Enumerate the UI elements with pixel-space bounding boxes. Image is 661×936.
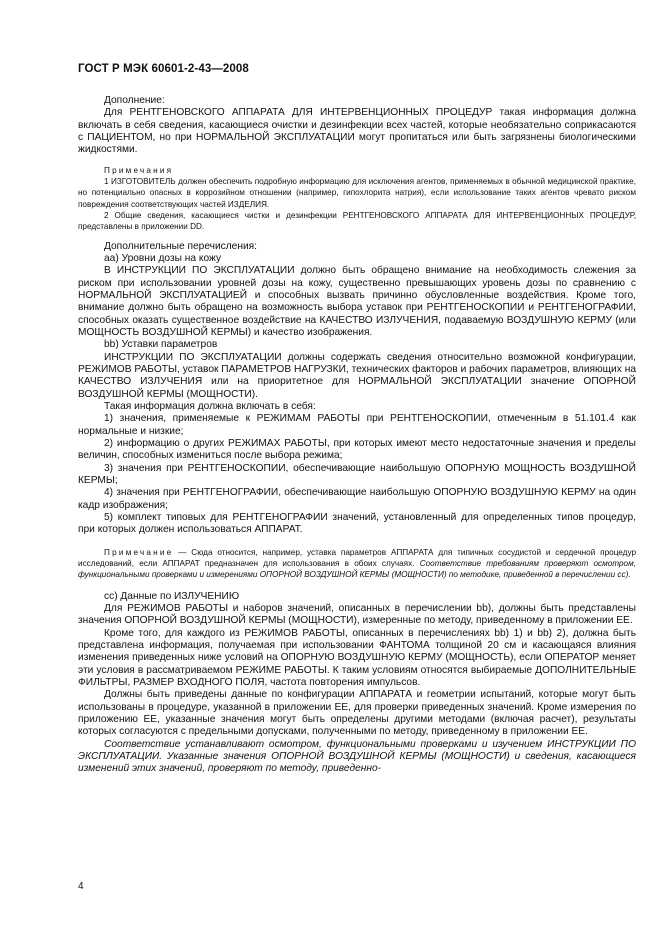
paragraph: Должны быть приведены данные по конфигурации АППАРАТА и геометрии испытаний, которые могут быть использованы в процедуре, указанной в приложении ЕЕ, для проверки приведенных значений. Кроме измерения по приложению ЕЕ, указанные значения могут быть определены другими методами (включая расчет), результаты которых согласуются с предельными допусками, полученными по методу, приведенному в приложении ЕЕ. [78,689,636,738]
paragraph: В ИНСТРУКЦИИ ПО ЭКСПЛУАТАЦИИ должно быть обращено внимание на необходимость слежения за риском при использовании уровней дозы на кожу, существенно превышающих уровень дозы по сравнению с НОРМАЛЬНОЙ ЭКСПЛУАТАЦИЕЙ и способных вызвать причинно обусловленные воздействия. Кроме того, внимание должно быть обращено на возможность выбора уставок при РЕНТГЕНОСКОПИИ и РЕНТГЕНОГРАФИИ, способных оказать существенное воздействие на КАЧЕСТВО ИЗЛУЧЕНИЯ, подаваемую ВОЗДУШНУЮ КЕРМУ (или МОЩНОСТЬ ВОЗДУШНОЙ КЕРМЫ) и качество изображения. [78,265,636,338]
note-block [78,547,636,581]
note-text: — Сюда относится, например, уставка параметров АППАРАТА для типичных сосудистой и сердечной процедур исследований, если АППАРАТ предназначен для использования в обоих случаях. [78,547,636,569]
paragraph: Дополнительные перечисления: [104,240,258,252]
list-item: 1) значения, применяемые к РЕЖИМАМ РАБОТЫ при РЕНТГЕНОСКОПИИ, отмеченным в 51.101.4 как нормальные и низкие; [78,413,636,437]
paragraph: Для РЕЖИМОВ РАБОТЫ и наборов значений, описанных в перечислении bb), должны быть представлены значения ОПОРНОЙ ВОЗДУШНОЙ КЕРМЫ (МОЩНОСТИ), измеренные по методу, приведенному в приложении ЕЕ. [78,602,636,627]
paragraph: Кроме того, для каждого из РЕЖИМОВ РАБОТЫ, описанных в перечислениях bb) 1) и bb) 2), должна быть представлена информация, получаемая при использовании ФАНТОМА толщиной 20 см и касающаяся влияния изменения приведенных ниже условий на ОПОРНУЮ ВОЗДУШНУЮ КЕРМУ (МОЩНОСТЬ), если ОПЕРАТОР меняет эти условия в рассматриваемом РЕЖИМЕ РАБОТЫ. К таким условиям относятся выбираемые ДОПОЛНИТЕЛЬНЫЕ ФИЛЬТРЫ, РАЗМЕР ВХОДНОГО ПОЛЯ, частота повторения импульсов. [78,627,636,689]
compliance-paragraph: Соответствие устанавливают осмотром, функциональными проверками и изучением ИНСТРУКЦИИ ПО ЭКСПЛУАТАЦИИ. Указанные значения ОПОРНОЙ ВОЗДУШНОЙ КЕРМЫ (МОЩНОСТИ) и сведения, касающиеся изменений этих значений, проверяют по методу, приведенно- [78,738,636,775]
paragraph: Такая информация должна включать в себя: [104,400,316,412]
page-number: 4 [78,881,84,892]
list-item: 3) значения при РЕНТГЕНОСКОПИИ, обеспечивающие наибольшую ОПОРНУЮ МОЩНОСТЬ ВОЗДУШНОЙ КЕРМЫ; [78,462,636,487]
list-item: 4) значения при РЕНТГЕНОГРАФИИ, обеспечивающие наибольшую ОПОРНУЮ ВОЗДУШНУЮ КЕРМУ на один кадр изображения; [78,487,636,511]
list-item: 2) информацию о других РЕЖИМАХ РАБОТЫ, при которых имеют место недостаточные значения и пределы величин, способных измениться после выбора режима; [78,438,636,462]
document-body [78,95,636,776]
paragraph: ИНСТРУКЦИИ ПО ЭКСПЛУАТАЦИИ должны содержать сведения относительно возможной конфигурации, РЕЖИМОВ РАБОТЫ, уставок ПАРАМЕТРОВ НАГРУЗКИ, технических факторов и рабочих параметров, влияющих на КАЧЕСТВО ИЗЛУЧЕНИЯ или на приоритетное для НОРМАЛЬНОЙ ЭКСПЛУАТАЦИИ значение ОПОРНОЙ ВОЗДУШНОЙ КЕРМЫ (МОЩНОСТИ). [78,351,636,400]
paragraph: Для РЕНТГЕНОВСКОГО АППАРАТА ДЛЯ ИНТЕРВЕНЦИОННЫХ ПРОЦЕДУР такая информация должна включать в себя сведения, касающиеся очистки и дезинфекции всех частей, которые необязательно соприкасаются с ПАЦИЕНТОМ, но при НОРМАЛЬНОЙ ЭКСПЛУАТАЦИИ могут пропитаться или быть загрязнены биологическими жидкостями. [78,107,636,156]
note-item: 1 ИЗГОТОВИТЕЛЬ должен обеспечить подробную информацию для исключения агентов, применяемых в обычной медицинской практике, но потенциально опасных в коррозийном отношении (например, гипохлорита натрия), если использование таких агентов чревато риском повреждения соответствующих частей ИЗДЕЛИЯ. [78,177,636,209]
note-lead: Примечание [104,547,174,557]
paragraph: Дополнение: [104,95,165,106]
subsection-heading: сс) Данные по ИЗЛУЧЕНИЮ [104,590,240,602]
notes-title: Примечания [104,165,174,175]
document-header: ГОСТ Р МЭК 60601-2-43—2008 [78,63,249,75]
subsection-heading: аа) Уровни дозы на кожу [104,252,222,264]
list-item: 5) комплект типовых для РЕНТГЕНОГРАФИИ значений, установленный для определенных типов процедур, при которых должен использоваться АППАРАТ. [78,512,636,536]
subsection-heading: bb) Уставки параметров [104,339,218,351]
note-item: 2 Общие сведения, касающиеся чистки и дезинфекции РЕНТГЕНОВСКОГО АППАРАТА ДЛЯ ИНТЕРВЕНЦИОННЫХ ПРОЦЕДУР, представлены в приложении DD. [78,210,636,232]
compliance-text: Соответствие требованиям проверяют осмотром, функциональными проверками и измерениями ОПОРНОЙ ВОЗДУШНОЙ КЕРМЫ (МОЩНОСТИ) по методике, приведенной в перечислении сс). [78,559,636,580]
